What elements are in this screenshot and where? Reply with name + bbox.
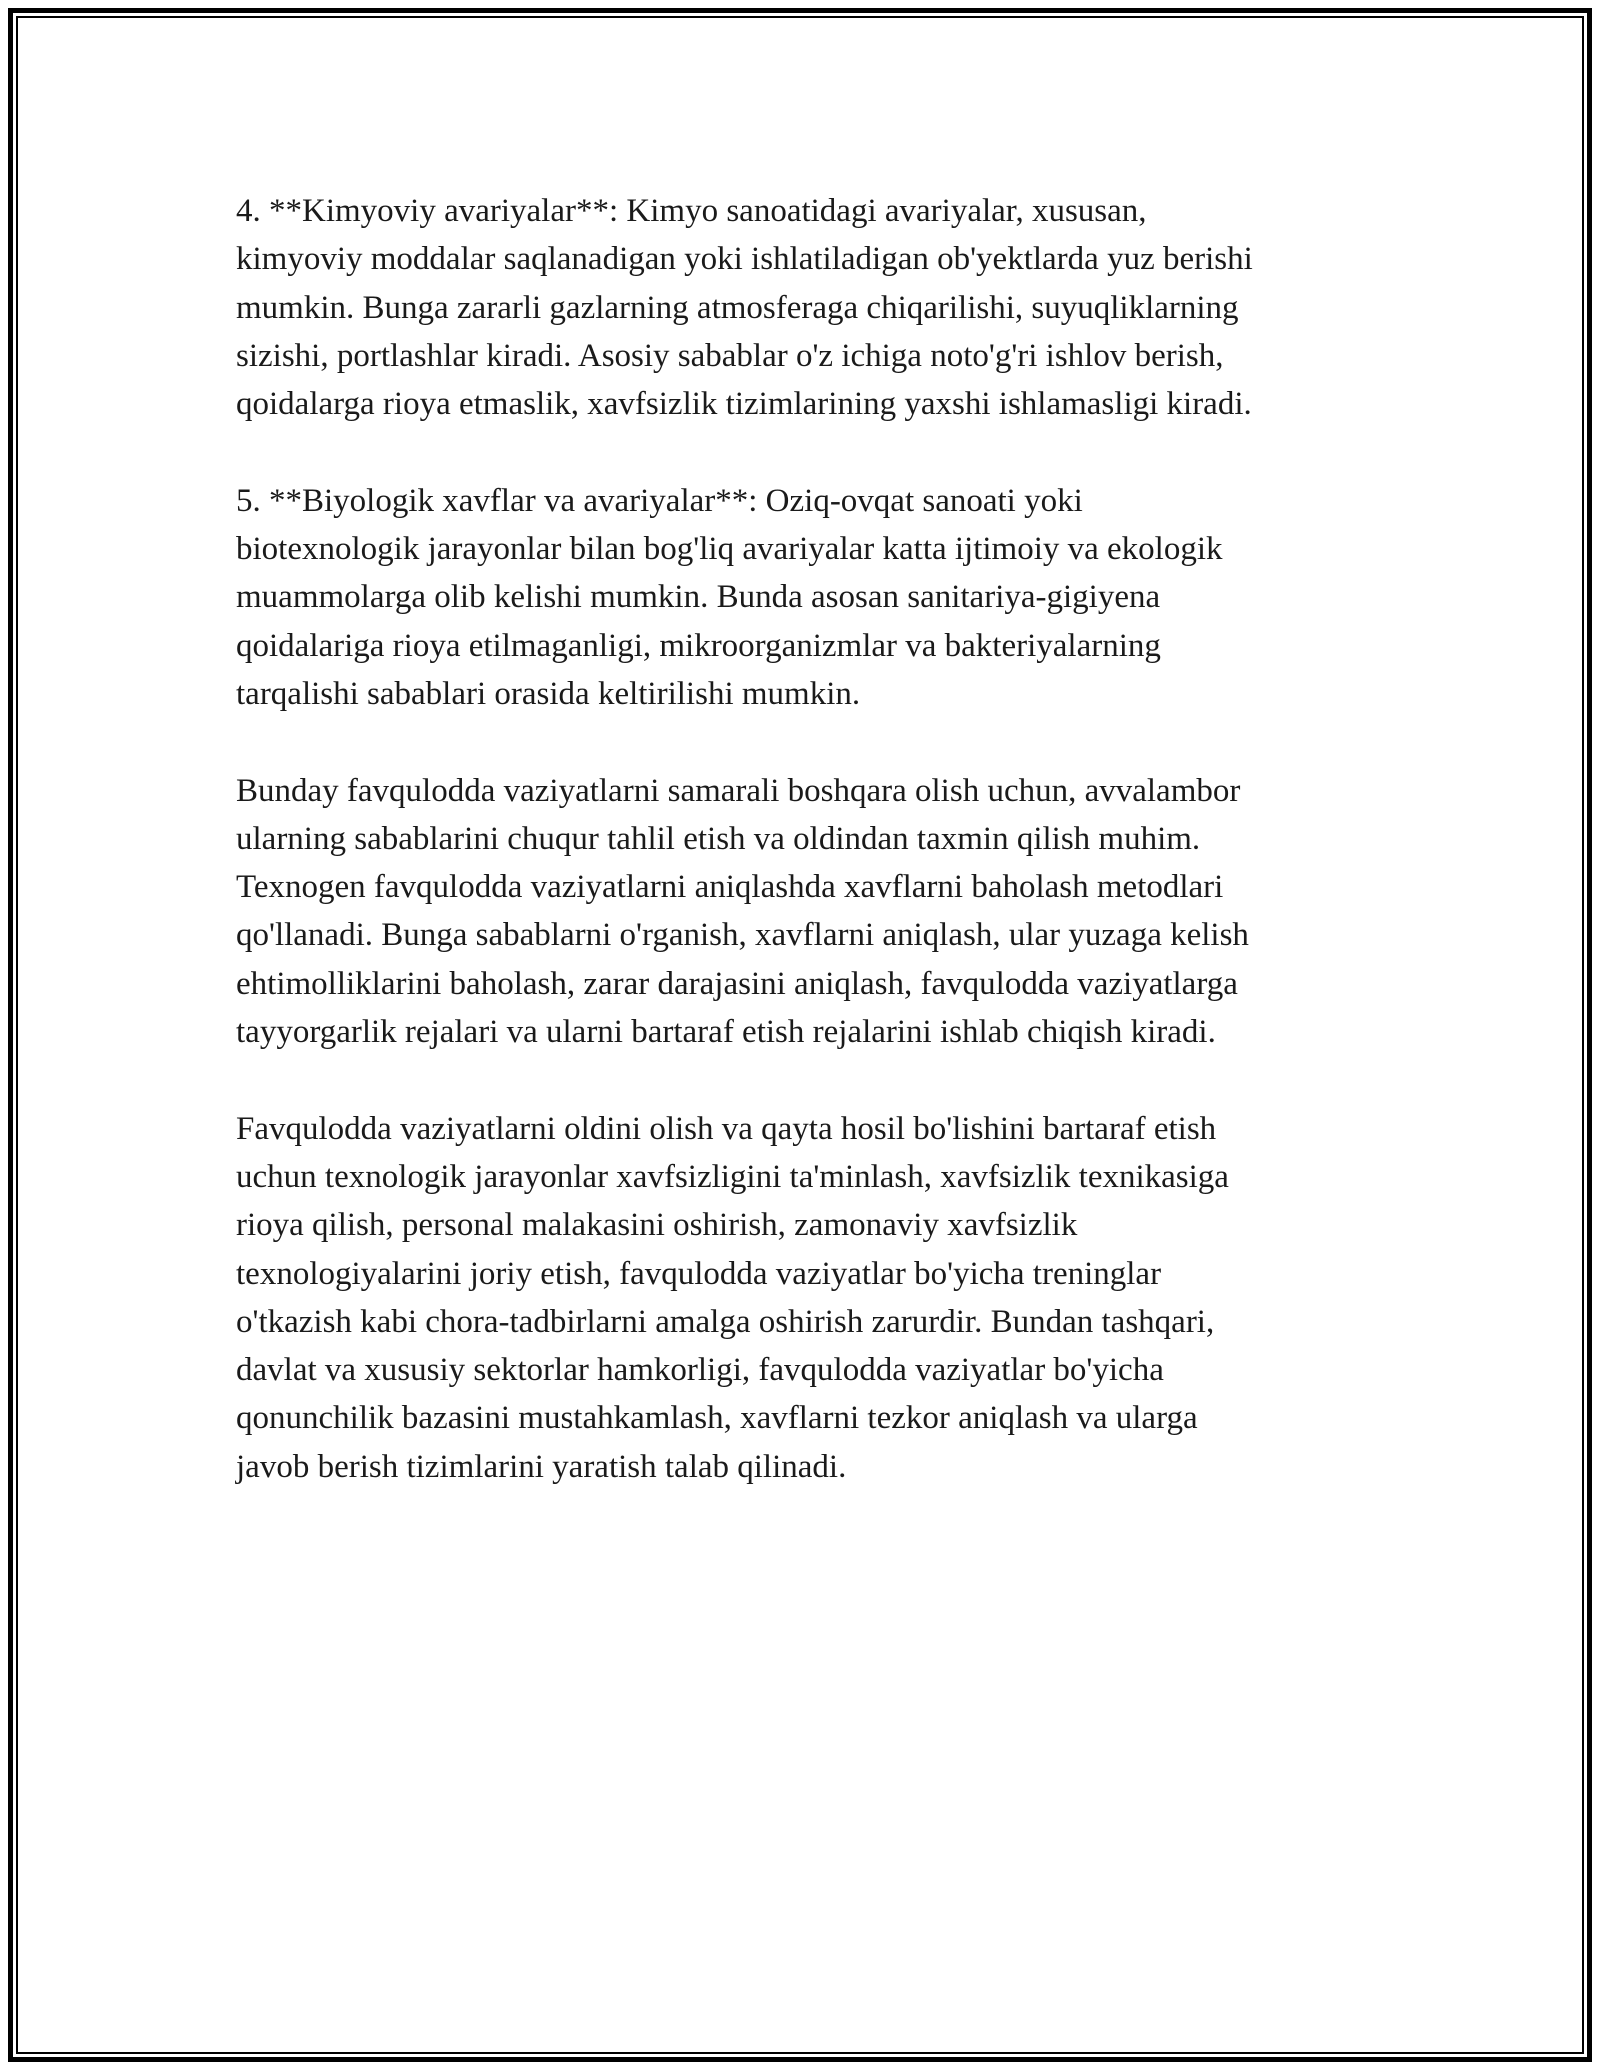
text-line: qonunchilik bazasini mustahkamlash, xavflarni tezkor aniqlash va ularga bbox=[236, 1400, 1198, 1437]
text-line: uchun texnologik jarayonlar xavfsizligini ta'minlash, xavfsizlik texnikasiga bbox=[236, 1158, 1229, 1195]
paragraph-biological-hazards bbox=[236, 477, 1396, 718]
text-line: muammolarga olib kelishi mumkin. Bunda asosan sanitariya-gigiyena bbox=[236, 579, 1161, 616]
text-line: texnologiyalarini joriy etish, favqulodda vaziyatlar bo'yicha treninglar bbox=[236, 1255, 1162, 1292]
text-line: javob berish tizimlarini yaratish talab qilinadi. bbox=[236, 1448, 847, 1485]
text-line: Favqulodda vaziyatlarni oldini olish va qayta hosil bo'lishini bartaraf etish bbox=[236, 1110, 1217, 1147]
text-line: Texnogen favqulodda vaziyatlarni aniqlashda xavflarni baholash metodlari bbox=[236, 869, 1224, 906]
text-line: o'tkazish kabi chora-tadbirlarni amalga oshirish zarurdir. Bundan tashqari, bbox=[236, 1303, 1215, 1340]
text-line: ularning sabablarini chuqur tahlil etish va oldindan taxmin qilish muhim. bbox=[236, 820, 1201, 857]
document-body bbox=[236, 187, 1396, 1491]
paragraph-emergency-management bbox=[236, 767, 1396, 1057]
text-line: tayyorgarlik rejalari va ularni bartaraf etish rejalarini ishlab chiqish kiradi. bbox=[236, 1014, 1216, 1051]
text-line: mumkin. Bunga zararli gazlarning atmosferaga chiqarilishi, suyuqliklarning bbox=[236, 289, 1239, 326]
text-line: tarqalishi sabablari orasida keltirilishi mumkin. bbox=[236, 675, 861, 712]
paragraph-chemical-accidents bbox=[236, 187, 1396, 428]
text-line: ehtimolliklarini baholash, zarar darajasini aniqlash, favqulodda vaziyatlarga bbox=[236, 965, 1238, 1002]
text-line: Bunday favqulodda vaziyatlarni samarali boshqara olish uchun, avvalambor bbox=[236, 772, 1241, 809]
text-line: davlat va xususiy sektorlar hamkorligi, favqulodda vaziyatlar bo'yicha bbox=[236, 1352, 1164, 1389]
text-line: 5. **Biyologik xavflar va avariyalar**: Oziq-ovqat sanoati yoki bbox=[236, 482, 1083, 519]
text-line: qoidalarga rioya etmaslik, xavfsizlik tizimlarining yaxshi ishlamasligi kiradi. bbox=[236, 386, 1252, 423]
text-line: qoidalariga rioya etilmaganligi, mikroorganizmlar va bakteriyalarning bbox=[236, 627, 1161, 664]
text-line: qo'llanadi. Bunga sabablarni o'rganish, xavflarni aniqlash, ular yuzaga kelish bbox=[236, 917, 1249, 954]
text-line: kimyoviy moddalar saqlanadigan yoki ishlatiladigan ob'yektlarda yuz berishi bbox=[236, 241, 1253, 278]
paragraph-prevention-measures bbox=[236, 1105, 1396, 1491]
text-line: sizishi, portlashlar kiradi. Asosiy sabablar o'z ichiga noto'g'ri ishlov berish, bbox=[236, 337, 1224, 374]
text-line: rioya qilish, personal malakasini oshirish, zamonaviy xavfsizlik bbox=[236, 1207, 1078, 1244]
text-line: 4. **Kimyoviy avariyalar**: Kimyo sanoatidagi avariyalar, xususan, bbox=[236, 193, 1147, 229]
text-line: biotexnologik jarayonlar bilan bog'liq avariyalar katta ijtimoiy va ekologik bbox=[236, 531, 1223, 568]
